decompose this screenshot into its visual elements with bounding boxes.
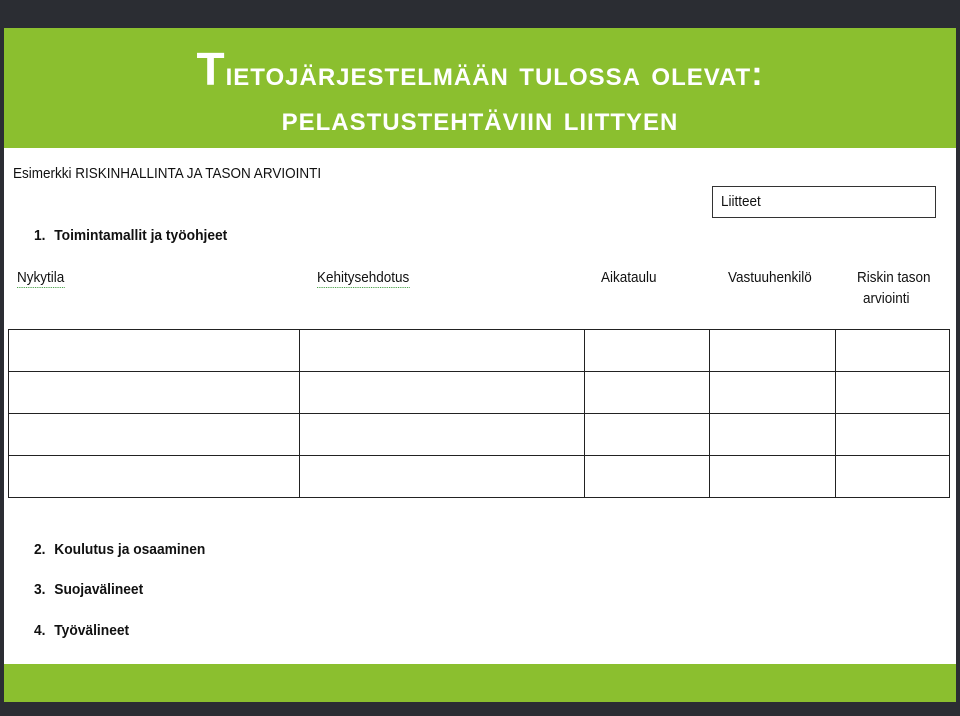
section-label: Toimintamallit ja työohjeet [54,227,228,244]
table-cell [836,456,950,498]
table-cell [9,456,300,498]
table-cell [710,372,836,414]
table-row [9,414,950,456]
slide-title-line-1 [4,42,956,96]
table-row [9,456,950,498]
column-header-arviointi: arviointi [863,290,910,307]
table-row [9,330,950,372]
table-cell [836,330,950,372]
section-number: 4. [34,622,46,639]
column-header-kehitysehdotus [317,269,409,286]
table-cell [710,330,836,372]
section-3 [34,581,143,598]
title-line-2-text: pelastustehtäviin liittyen [281,100,679,138]
table-cell [9,414,300,456]
title-initial: T [196,43,226,95]
section-4 [34,622,129,639]
title-banner [4,28,956,148]
table-row [9,372,950,414]
column-header-aikataulu: Aikataulu [601,269,657,286]
table-cell [299,330,585,372]
slide [4,28,956,702]
attachments-box [712,186,936,218]
slide-title-line-2 [4,100,956,139]
footer-bar [4,664,956,702]
table-cell [585,330,710,372]
attachments-label: Liitteet [721,193,761,210]
table-cell [585,372,710,414]
section-number: 2. [34,541,46,558]
section-label: Suojavälineet [54,581,144,598]
section-2 [34,541,205,558]
table-cell [9,330,300,372]
column-label: Nykytila [17,269,65,286]
table-cell [9,372,300,414]
section-number: 1. [34,227,46,244]
section-1 [34,227,227,244]
table-cell [836,372,950,414]
column-header-nykytila [17,269,64,286]
table-cell [585,456,710,498]
title-rest: ietojärjestelmään tulossa olevat: [225,55,764,93]
assessment-table [8,329,950,498]
table-cell [299,456,585,498]
table-cell [585,414,710,456]
section-number: 3. [34,581,46,598]
table-cell [299,414,585,456]
column-header-vastuuhenkilo: Vastuuhenkilö [728,269,812,286]
column-label: Kehitysehdotus [317,269,410,286]
column-header-riskin-tason: Riskin tason [857,269,931,286]
table-cell [299,372,585,414]
table-cell [710,414,836,456]
table-cell [836,414,950,456]
section-label: Koulutus ja osaaminen [54,541,206,558]
table-cell [710,456,836,498]
example-heading: Esimerkki RISKINHALLINTA JA TASON ARVIOINTI [13,165,322,182]
section-label: Työvälineet [54,622,130,639]
